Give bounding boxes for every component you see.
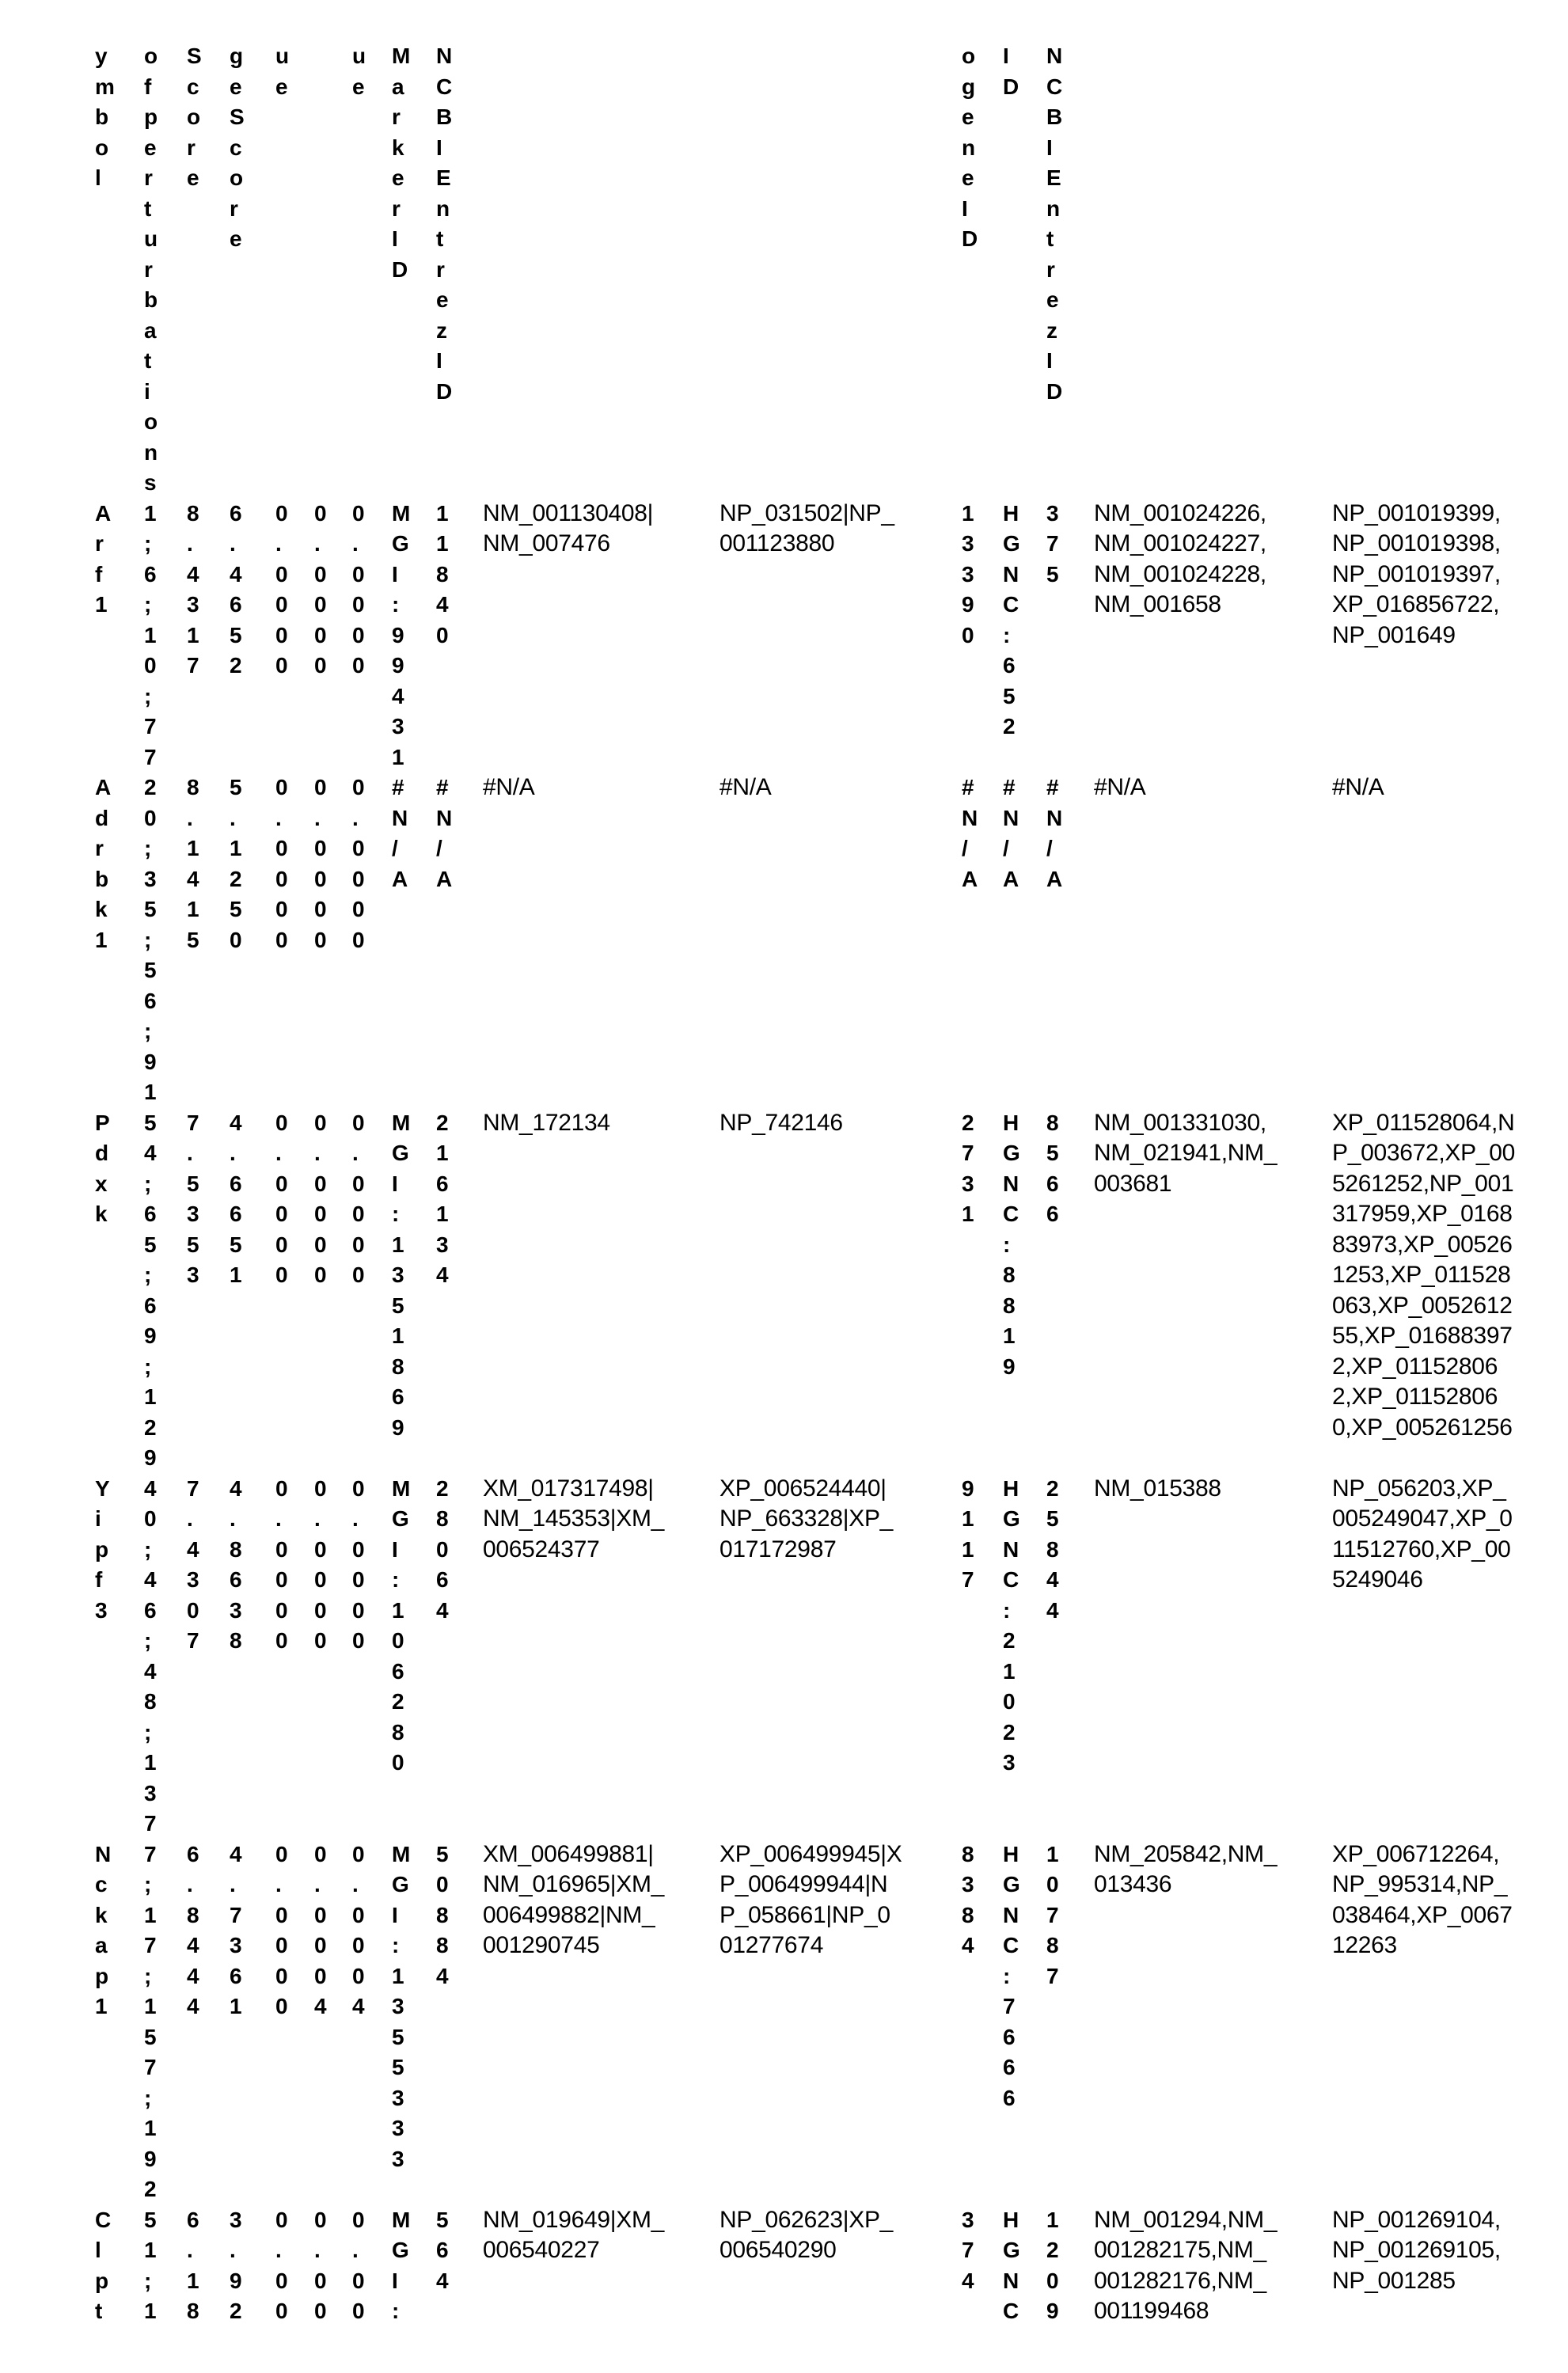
header-cell[interactable] [144, 41, 187, 499]
data-cell[interactable] [1094, 1474, 1332, 1840]
data-cell[interactable] [187, 499, 230, 773]
cell-value: Pdxk [95, 1108, 106, 1230]
data-cell[interactable] [144, 1108, 187, 1474]
data-cell[interactable] [275, 2205, 314, 2327]
data-cell[interactable] [962, 499, 1003, 773]
data-cell[interactable] [275, 1108, 314, 1474]
cell-value: 0.0000 [352, 1474, 363, 1657]
cell-value: 0.0000 [275, 1474, 287, 1657]
data-cell[interactable] [483, 773, 719, 1108]
cell-value: 4.8638 [230, 1474, 241, 1657]
table-row [95, 1474, 1568, 1840]
data-cell[interactable] [1046, 1108, 1094, 1474]
cell-value: 0.00 [352, 2205, 363, 2327]
data-cell[interactable] [483, 1474, 719, 1840]
column-header: NCBIEntrezID [436, 41, 447, 407]
data-cell[interactable] [1003, 1840, 1046, 2205]
data-cell[interactable] [719, 1108, 962, 1474]
data-cell[interactable] [187, 1840, 230, 2205]
cell-value: #N/A [719, 773, 903, 803]
data-cell[interactable] [483, 499, 719, 773]
table-row [95, 499, 1568, 773]
data-cell[interactable] [314, 1840, 352, 2205]
cell-value: 375 [1046, 499, 1057, 590]
cell-value: 10787 [1046, 1840, 1057, 1992]
data-cell[interactable] [1003, 2205, 1046, 2327]
cell-value: 11840 [436, 499, 447, 651]
data-cell[interactable] [230, 1474, 275, 1840]
cell-value: 25844 [1046, 1474, 1057, 1627]
data-cell[interactable] [95, 499, 144, 773]
data-cell[interactable] [719, 773, 962, 1108]
spreadsheet-table [95, 41, 1568, 2327]
data-cell[interactable] [719, 2205, 962, 2327]
data-cell[interactable] [314, 499, 352, 773]
header-cell[interactable] [314, 41, 352, 499]
cell-value: 28064 [436, 1474, 447, 1627]
data-cell[interactable] [962, 1474, 1003, 1840]
column-header: ofperturbations [144, 41, 155, 499]
data-cell[interactable] [314, 1108, 352, 1474]
data-cell[interactable] [144, 1840, 187, 2205]
cell-value: #N/A [392, 773, 403, 894]
cell-value: MGI:1351869 [392, 1108, 403, 1444]
data-cell[interactable] [436, 2205, 483, 2327]
cell-value: #N/A [436, 773, 447, 894]
data-cell[interactable] [1094, 1108, 1332, 1474]
cell-value: NM_019649|XM_006540227 [483, 2205, 666, 2266]
data-cell[interactable] [392, 1108, 436, 1474]
cell-value: 3.92 [230, 2205, 241, 2327]
table-row [95, 1108, 1568, 1474]
column-header: ue [275, 41, 287, 102]
data-cell[interactable] [187, 1108, 230, 1474]
data-cell[interactable] [352, 1474, 392, 1840]
cell-value: HGNC:7666 [1003, 1840, 1014, 2114]
cell-value: 7.4307 [187, 1474, 198, 1657]
cell-value: 216134 [436, 1108, 447, 1291]
data-cell[interactable] [144, 2205, 187, 2327]
cell-value: 20;35;56;91 [144, 773, 155, 1108]
table-row [95, 2205, 1568, 2327]
cell-value: #N/A [483, 773, 666, 803]
data-cell[interactable] [275, 499, 314, 773]
cell-value: 7;17;157;192 [144, 1840, 155, 2205]
data-cell[interactable] [275, 1474, 314, 1840]
data-cell[interactable] [1003, 1108, 1046, 1474]
cell-value: 0.0000 [352, 1108, 363, 1291]
column-header: ue [352, 41, 363, 102]
data-cell[interactable] [1046, 1840, 1094, 2205]
cell-value: 40;46;48;137 [144, 1474, 155, 1840]
data-cell[interactable] [352, 773, 392, 1108]
column-header: ID [1003, 41, 1014, 102]
cell-value: 0.0000 [275, 1108, 287, 1291]
cell-value: NM_001130408|NM_007476 [483, 499, 666, 560]
data-cell[interactable] [1332, 773, 1568, 1108]
cell-value: XP_006524440|NP_663328|XP_017172987 [719, 1474, 903, 1566]
header-row [95, 41, 1568, 499]
cell-value: HGNC:21023 [1003, 1474, 1014, 1779]
cell-value: HGNC:8819 [1003, 1108, 1014, 1383]
table-row [95, 1840, 1568, 2205]
cell-value: Yipf3 [95, 1474, 106, 1627]
cell-value: NP_062623|XP_006540290 [719, 2205, 903, 2266]
cell-value: 8.1415 [187, 773, 198, 955]
data-cell[interactable] [1094, 499, 1332, 773]
cell-value: NP_742146 [719, 1108, 903, 1139]
data-cell[interactable] [230, 2205, 275, 2327]
data-cell[interactable] [352, 499, 392, 773]
cell-value: XM_017317498|NM_145353|XM_006524377 [483, 1474, 666, 1566]
cell-value: Arf1 [95, 499, 106, 621]
data-cell[interactable] [1003, 499, 1046, 773]
cell-value: NP_001019399,NP_001019398,NP_001019397,XP_016856722,NP_001649 [1332, 499, 1516, 651]
data-cell[interactable] [962, 1108, 1003, 1474]
header-cell[interactable] [352, 41, 392, 499]
data-cell[interactable] [95, 773, 144, 1108]
cell-value: 2731 [962, 1108, 973, 1230]
cell-value: #N/A [1003, 773, 1014, 894]
column-header: ogeneID [962, 41, 973, 255]
cell-value: NM_205842,NM_013436 [1094, 1840, 1278, 1900]
cell-value: 0.00 [314, 2205, 325, 2327]
data-cell[interactable] [230, 1108, 275, 1474]
data-cell[interactable] [1003, 1474, 1046, 1840]
cell-value: MGI:106280 [392, 1474, 403, 1779]
cell-value: 1209 [1046, 2205, 1057, 2327]
cell-value: NP_001269104,NP_001269105,NP_001285 [1332, 2205, 1516, 2297]
cell-value: 564 [436, 2205, 447, 2297]
cell-value: #N/A [962, 773, 973, 894]
cell-value: 6.4652 [230, 499, 241, 682]
data-cell[interactable] [1332, 2205, 1568, 2327]
data-cell[interactable] [436, 773, 483, 1108]
header-cell[interactable] [95, 41, 144, 499]
cell-value: 4.7361 [230, 1840, 241, 2022]
header-cell[interactable] [962, 41, 1003, 499]
cell-value: 4.6651 [230, 1108, 241, 1291]
data-cell[interactable] [392, 1840, 436, 2205]
data-cell[interactable] [962, 773, 1003, 1108]
cell-value: 8384 [962, 1840, 973, 1961]
cell-value: HGNC:652 [1003, 499, 1014, 742]
data-cell[interactable] [436, 1840, 483, 2205]
data-cell[interactable] [1046, 499, 1094, 773]
data-cell[interactable] [144, 1474, 187, 1840]
cell-value: 0.0000 [352, 773, 363, 955]
data-cell[interactable] [483, 1108, 719, 1474]
cell-value: 0.0000 [352, 499, 363, 682]
data-cell[interactable] [352, 1840, 392, 2205]
header-cell[interactable] [1046, 41, 1094, 499]
cell-value: 13390 [962, 499, 973, 651]
data-cell[interactable] [187, 2205, 230, 2327]
data-cell[interactable] [275, 1840, 314, 2205]
data-cell[interactable] [144, 499, 187, 773]
data-cell[interactable] [352, 2205, 392, 2327]
cell-value: 0.0000 [314, 1474, 325, 1657]
column-header: NCBIEntrezID [1046, 41, 1057, 407]
cell-value: XP_006499945|XP_006499944|NP_058661|NP_001277674 [719, 1840, 903, 1961]
data-cell[interactable] [352, 1108, 392, 1474]
data-cell[interactable] [187, 1474, 230, 1840]
data-cell[interactable] [95, 1840, 144, 2205]
cell-value: NM_015388 [1094, 1474, 1278, 1505]
data-cell[interactable] [392, 1474, 436, 1840]
data-cell[interactable] [1332, 1474, 1568, 1840]
cell-value: 0.0000 [275, 499, 287, 682]
cell-value: 0.0004 [314, 1840, 325, 2022]
column-header: ymbol [95, 41, 106, 194]
cell-value: 9117 [962, 1474, 973, 1596]
cell-value: 0.0000 [275, 773, 287, 955]
header-cell[interactable] [230, 41, 275, 499]
cell-value: 374 [962, 2205, 973, 2297]
cell-value: XM_006499881|NM_016965|XM_006499882|NM_001290745 [483, 1840, 666, 1961]
cell-value: #N/A [1332, 773, 1516, 803]
data-cell[interactable] [436, 1108, 483, 1474]
data-cell[interactable] [275, 773, 314, 1108]
cell-value: #N/A [1094, 773, 1278, 803]
cell-value: 6.8444 [187, 1840, 198, 2022]
header-cell[interactable] [1332, 41, 1568, 499]
data-cell[interactable] [1046, 773, 1094, 1108]
cell-value: HGNC [1003, 2205, 1014, 2327]
cell-value: MGI:99431 [392, 499, 403, 773]
data-cell[interactable] [436, 1474, 483, 1840]
cell-value: NM_001294,NM_001282175,NM_001282176,NM_001199468 [1094, 2205, 1278, 2327]
table-body [95, 41, 1568, 2327]
data-cell[interactable] [1332, 1840, 1568, 2205]
cell-value: 1;6;10;77 [144, 499, 155, 773]
data-cell[interactable] [392, 499, 436, 773]
data-cell[interactable] [483, 2205, 719, 2327]
cell-value: NM_001331030,NM_021941,NM_003681 [1094, 1108, 1278, 1200]
data-cell[interactable] [719, 1840, 962, 2205]
cell-value: XP_011528064,NP_003672,XP_005261252,NP_001317959,XP_016883973,XP_005261253,XP_011528063,XP_005261255,XP_016883972,XP_011528062,XP_011528060,XP_005261256 [1332, 1108, 1516, 1444]
data-cell[interactable] [230, 1840, 275, 2205]
cell-value: 54;65;69;129 [144, 1108, 155, 1474]
data-cell[interactable] [230, 499, 275, 773]
cell-value: NP_031502|NP_001123880 [719, 499, 903, 560]
data-cell[interactable] [314, 773, 352, 1108]
data-cell[interactable] [1046, 1474, 1094, 1840]
cell-value: 0.0000 [314, 1108, 325, 1291]
data-cell[interactable] [1094, 1840, 1332, 2205]
data-cell[interactable] [1332, 499, 1568, 773]
cell-value: MGI:1355333 [392, 1840, 403, 2175]
cell-value: Adrbk1 [95, 773, 106, 955]
cell-value: #N/A [1046, 773, 1057, 894]
cell-value: 50884 [436, 1840, 447, 1992]
data-cell[interactable] [962, 2205, 1003, 2327]
data-cell[interactable] [962, 1840, 1003, 2205]
data-cell[interactable] [1094, 2205, 1332, 2327]
cell-value: 6.18 [187, 2205, 198, 2327]
data-cell[interactable] [314, 2205, 352, 2327]
data-cell[interactable] [436, 499, 483, 773]
header-cell[interactable] [1003, 41, 1046, 499]
cell-value: NP_056203,XP_005249047,XP_011512760,XP_005249046 [1332, 1474, 1516, 1596]
cell-value: 0.00 [275, 2205, 287, 2327]
data-cell[interactable] [483, 1840, 719, 2205]
data-cell[interactable] [230, 773, 275, 1108]
header-cell[interactable] [483, 41, 719, 499]
data-cell[interactable] [187, 773, 230, 1108]
cell-value: NM_001024226,NM_001024227,NM_001024228,NM_001658 [1094, 499, 1278, 621]
cell-value: 5.1250 [230, 773, 241, 955]
data-cell[interactable] [1332, 1108, 1568, 1474]
cell-value: 0.0000 [314, 773, 325, 955]
cell-value: 51;1 [144, 2205, 155, 2327]
cell-value: MGI: [392, 2205, 403, 2327]
cell-value: Clpt [95, 2205, 106, 2327]
data-cell[interactable] [392, 2205, 436, 2327]
cell-value: 8566 [1046, 1108, 1057, 1230]
cell-value: XP_006712264,NP_995314,NP_038464,XP_006712263 [1332, 1840, 1516, 1961]
column-header: Score [187, 41, 198, 194]
header-cell[interactable] [719, 41, 962, 499]
column-header: geScore [230, 41, 241, 255]
data-cell[interactable] [392, 773, 436, 1108]
cell-value: 7.5353 [187, 1108, 198, 1291]
table-row [95, 773, 1568, 1108]
cell-value: 0.0004 [352, 1840, 363, 2022]
data-cell[interactable] [95, 1474, 144, 1840]
data-cell[interactable] [1046, 2205, 1094, 2327]
cell-value: 8.4317 [187, 499, 198, 682]
header-cell[interactable] [187, 41, 230, 499]
data-cell[interactable] [314, 1474, 352, 1840]
header-cell[interactable] [392, 41, 436, 499]
header-cell[interactable] [275, 41, 314, 499]
data-cell[interactable] [144, 773, 187, 1108]
cell-value: 0.0000 [275, 1840, 287, 2022]
data-cell[interactable] [1003, 773, 1046, 1108]
cell-value: NM_172134 [483, 1108, 666, 1139]
cell-value: 0.0000 [314, 499, 325, 682]
data-cell[interactable] [95, 2205, 144, 2327]
data-cell[interactable] [1094, 773, 1332, 1108]
header-cell[interactable] [1094, 41, 1332, 499]
data-cell[interactable] [719, 1474, 962, 1840]
data-cell[interactable] [719, 499, 962, 773]
cell-value: Nckap1 [95, 1840, 106, 2022]
data-cell[interactable] [95, 1108, 144, 1474]
header-cell[interactable] [436, 41, 483, 499]
column-header: MarkerID [392, 41, 403, 285]
